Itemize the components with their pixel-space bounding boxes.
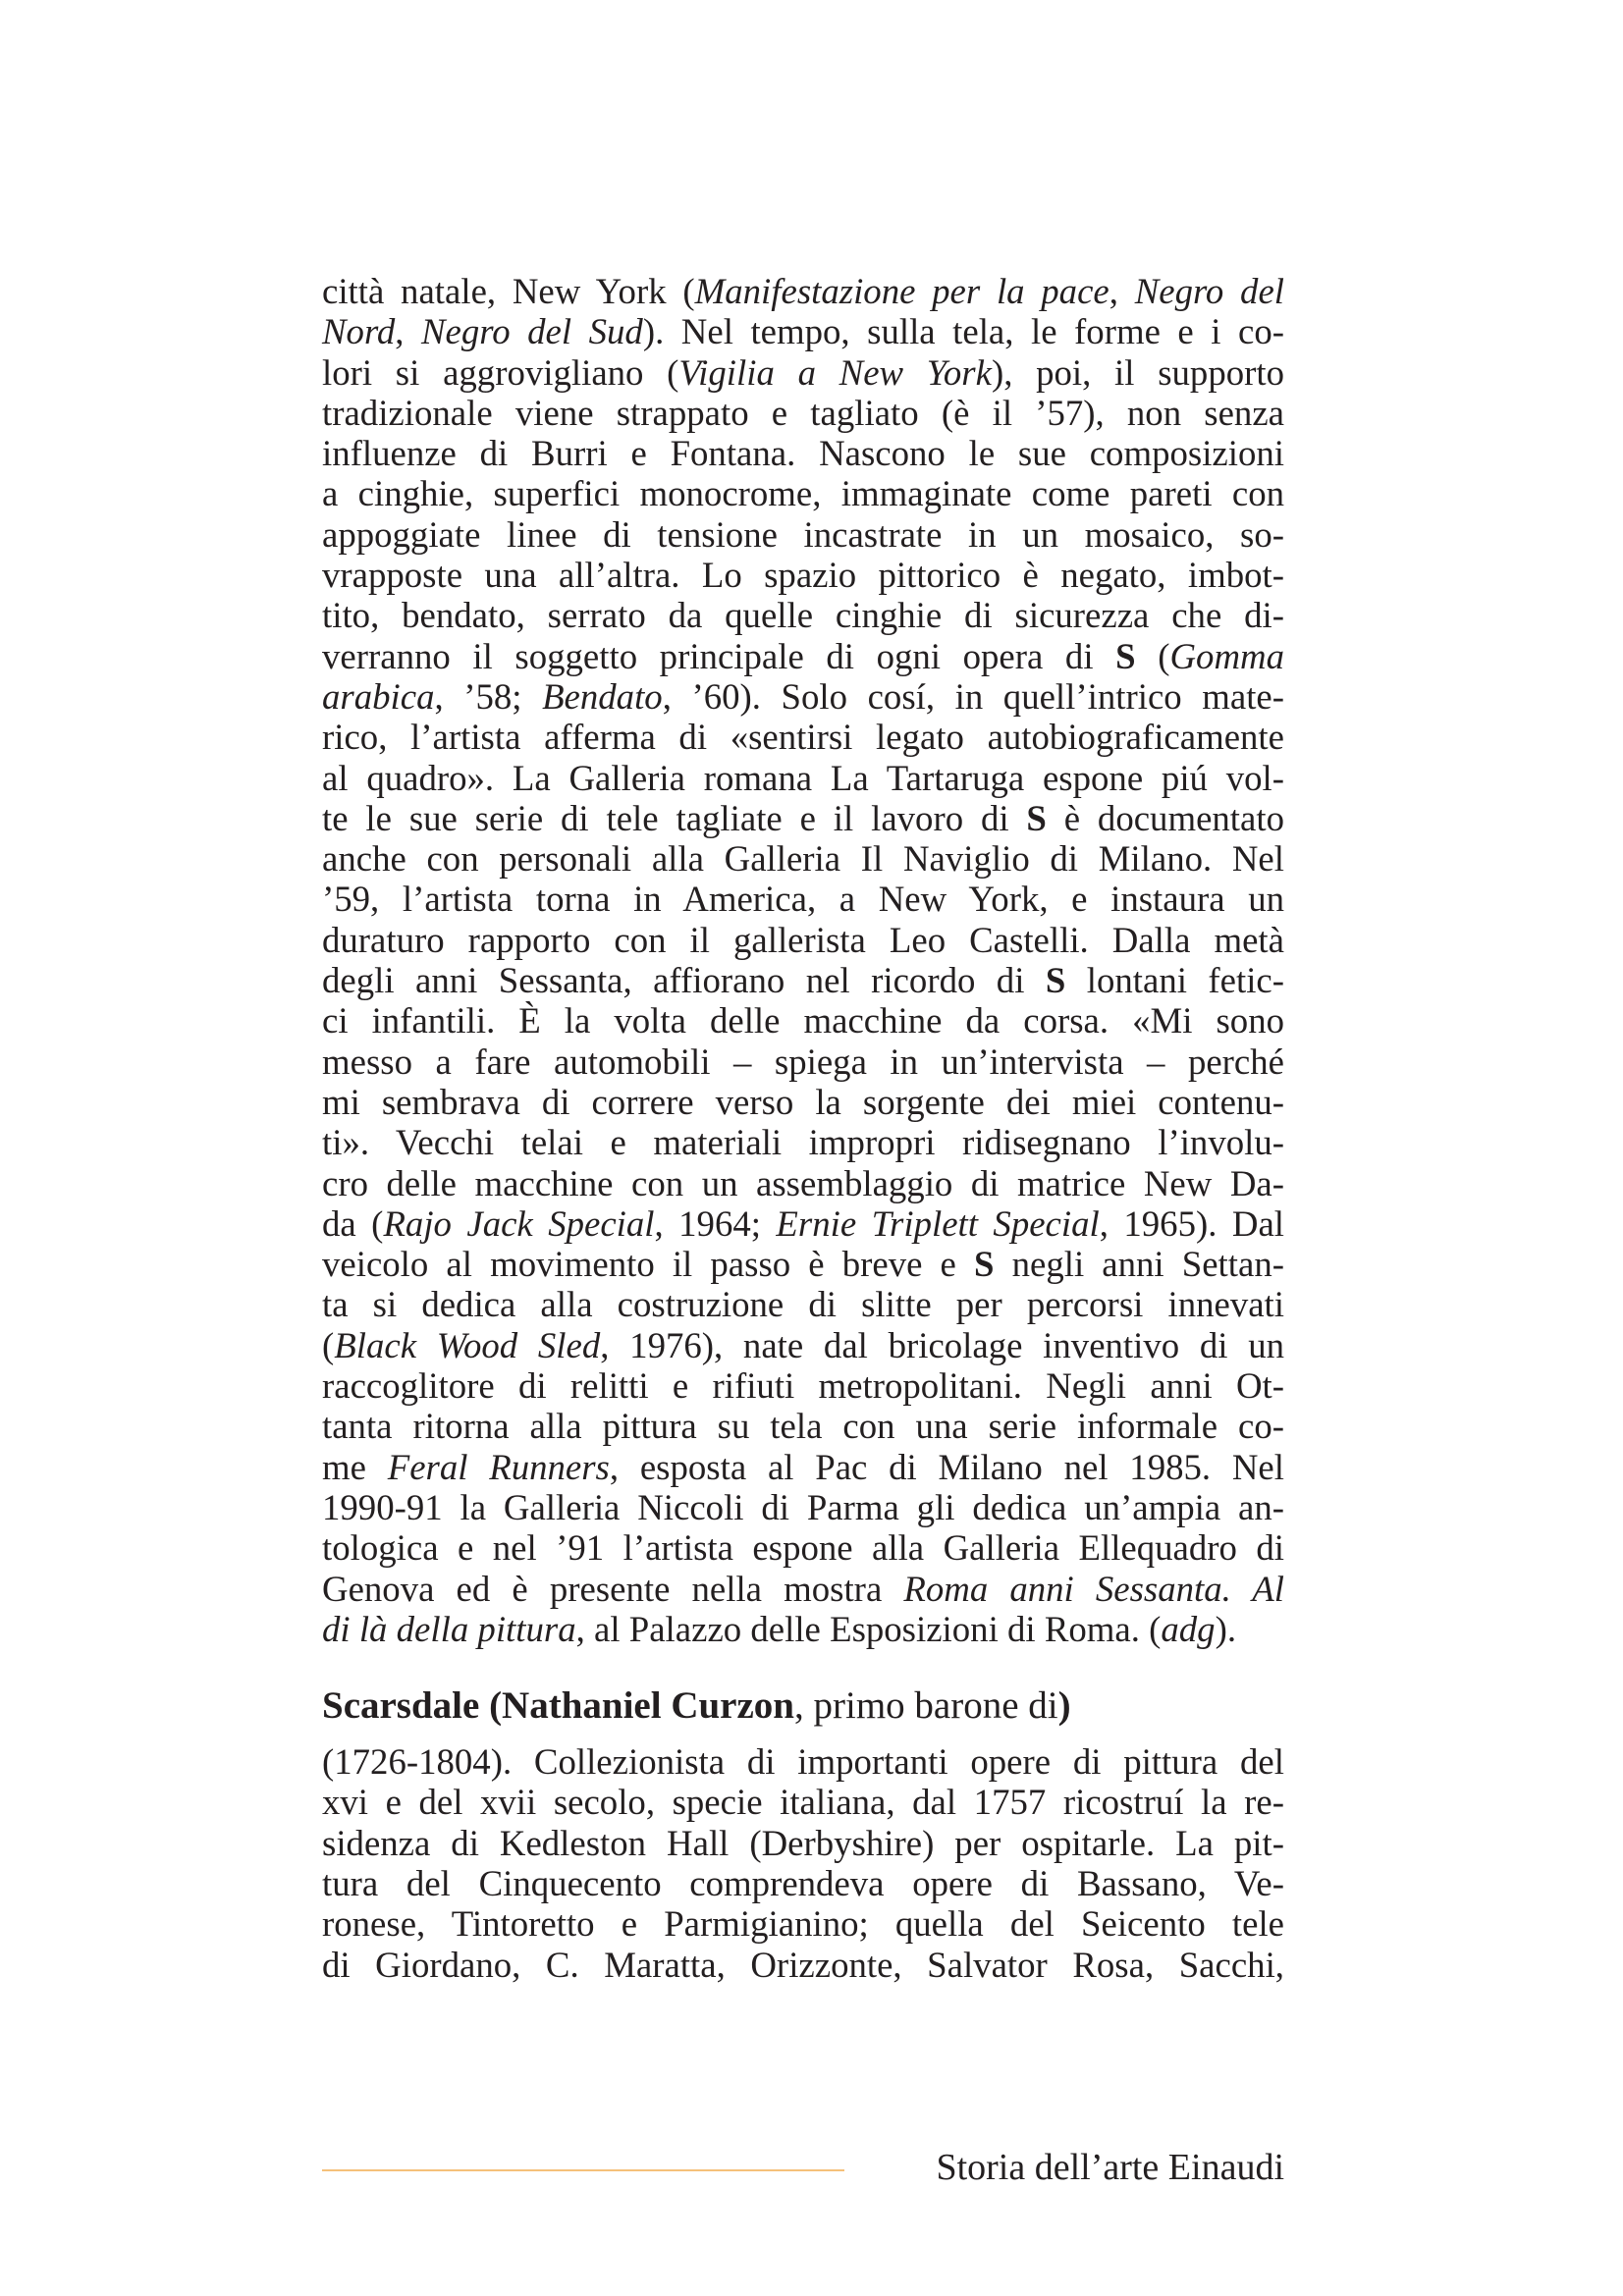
text-line: influenze di Burri e Fontana. Nascono le sue composizioni	[322, 433, 1284, 474]
text-line: xvi e del xvii secolo, specie italiana, dal 1757 ricostruí la re-	[322, 1782, 1284, 1823]
text-line: duraturo rapporto con il gallerista Leo Castelli. Dalla metà	[322, 919, 1284, 960]
text-line: arabica, ’58; Bendato, ’60). Solo cosí, in quell’intrico mate-	[322, 675, 1284, 717]
text-line: tanta ritorna alla pittura su tela con una serie informale co-	[322, 1406, 1284, 1447]
text-line: me Feral Runners, esposta al Pac di Milano nel 1985. Nel	[322, 1446, 1284, 1487]
text-line: tito, bendato, serrato da quelle cinghie di sicurezza che di-	[322, 595, 1284, 636]
page-text	[322, 271, 1284, 1985]
text-line: messo a fare automobili – spiega in un’intervista – perché	[322, 1041, 1284, 1082]
text-line: anche con personali alla Galleria Il Naviglio di Milano. Nel	[322, 838, 1284, 880]
text-line: verranno il soggetto principale di ogni opera di S (Gomma	[322, 635, 1285, 676]
text-line: (Black Wood Sled, 1976), nate dal bricolage inventivo di un	[322, 1324, 1285, 1365]
text-line: sidenza di Kedleston Hall (Derbyshire) per ospitarle. La pit-	[322, 1822, 1284, 1863]
text-line: cro delle macchine con un assemblaggio di matrice New Da-	[322, 1162, 1284, 1203]
text-line: ta si dedica alla costruzione di slitte per percorsi innevati	[322, 1284, 1284, 1325]
text-line: tura del Cinquecento comprendeva opere di Bassano, Ve-	[322, 1862, 1284, 1903]
footer-publication-title: Storia dell’arte Einaudi	[936, 2147, 1284, 2188]
text-line: a cinghie, superfici monocrome, immaginate come pareti con	[322, 473, 1284, 514]
footer-rule	[322, 2169, 844, 2171]
text-line: di là della pittura, al Palazzo delle Esposizioni di Roma. (adg).	[322, 1608, 1237, 1649]
text-line: rico, l’artista afferma di «sentirsi legato autobiograficamente	[322, 717, 1284, 758]
text-line: (1726-1804). Collezionista di importanti opere di pittura del	[322, 1741, 1284, 1783]
text-line: degli anni Sessanta, affiorano nel ricordo di S lontani fetic-	[322, 960, 1284, 1001]
text-line: da (Rajo Jack Special, 1964; Ernie Triplett Special, 1965). Dal	[322, 1202, 1285, 1244]
text-line: ti». Vecchi telai e materiali impropri ridisegnano l’involu-	[322, 1122, 1284, 1163]
text-line: te le sue serie di tele tagliate e il lavoro di S è documentato	[322, 797, 1284, 838]
text-line: veicolo al movimento il passo è breve e S negli anni Settan-	[322, 1244, 1284, 1285]
text-line: appoggiate linee di tensione incastrate in un mosaico, so-	[322, 513, 1284, 555]
text-line: di Giordano, C. Maratta, Orizzonte, Salvator Rosa, Sacchi,	[322, 1944, 1284, 1985]
text-line: tradizionale viene strappato e tagliato (è il ’57), non senza	[322, 392, 1284, 433]
text-line: lori si aggrovigliano (Vigilia a New York), poi, il supporto	[322, 351, 1284, 393]
entry-s-body	[322, 271, 1284, 1649]
entry-scarsdale-body	[322, 1741, 1284, 1985]
text-line: Genova ed è presente nella mostra Roma anni Sessanta. Al	[322, 1568, 1284, 1609]
text-line: vrapposte una all’altra. Lo spazio pittorico è negato, imbot-	[322, 555, 1284, 596]
text-line: ci infantili. È la volta delle macchine da corsa. «Mi sono	[322, 1000, 1284, 1041]
entry-headword-scarsdale: Scarsdale (Nathaniel Curzon, primo barone di)	[322, 1684, 1071, 1728]
text-line: tologica e nel ’91 l’artista espone alla Galleria Ellequadro di	[322, 1527, 1284, 1569]
text-line: ’59, l’artista torna in America, a New York, e instaura un	[322, 879, 1284, 920]
text-line: Nord, Negro del Sud). Nel tempo, sulla tela, le forme e i co-	[322, 311, 1284, 352]
text-line: ronese, Tintoretto e Parmigianino; quella del Seicento tele	[322, 1903, 1284, 1945]
text-line: mi sembrava di correre verso la sorgente dei miei contenu-	[322, 1081, 1284, 1122]
text-line: città natale, New York (Manifestazione per la pace, Negro del	[322, 271, 1285, 311]
text-line: al quadro». La Galleria romana La Tartaruga espone piú vol-	[322, 757, 1284, 798]
text-line: 1990-91 la Galleria Niccoli di Parma gli dedica un’ampia an-	[322, 1486, 1284, 1527]
text-line: raccoglitore di relitti e rifiuti metropolitani. Negli anni Ot-	[322, 1365, 1284, 1407]
